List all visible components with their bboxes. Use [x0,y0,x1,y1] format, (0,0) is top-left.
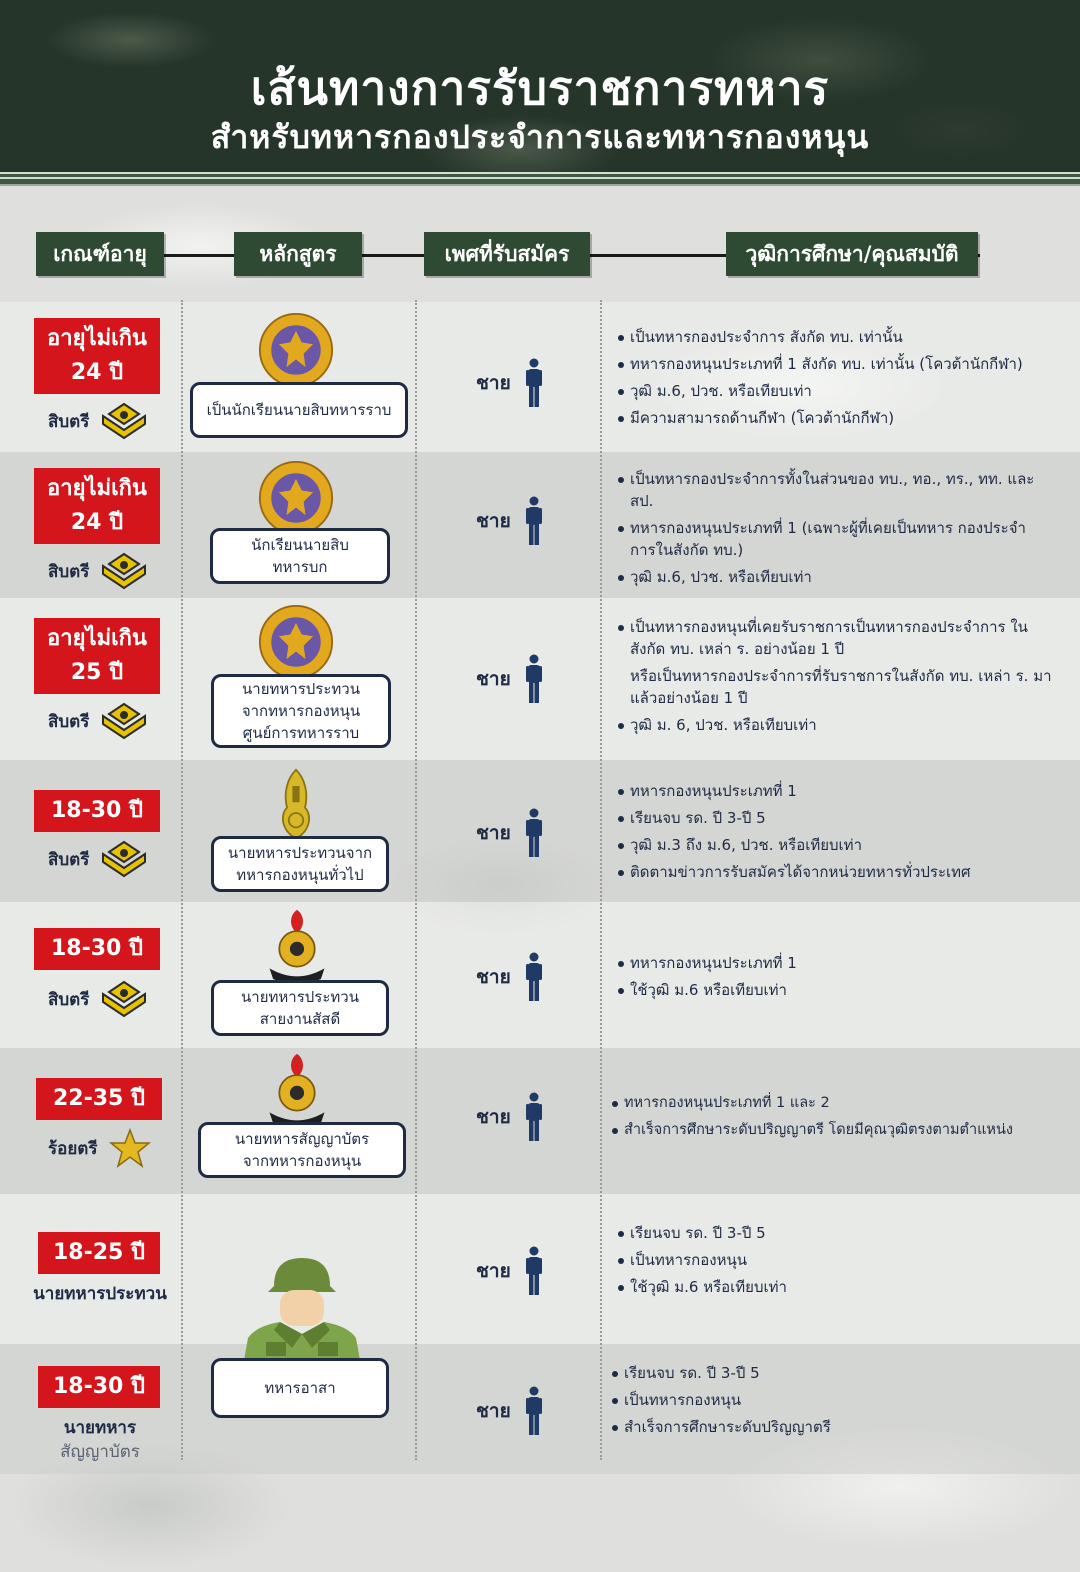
column-header-course: หลักสูตร [234,232,362,276]
qualification-item: วุฒิ ม.6, ปวช. หรือเทียบเท่า [618,566,1038,588]
column-divider [181,300,183,1460]
gender [476,358,543,408]
rank-label: สิบตรี [48,561,90,582]
age-line: 18-30 ปี [53,1374,145,1399]
rank-label: สิบตรี [48,411,90,432]
qualification-item: ใช้วุฒิ ม.6 หรือเทียบเท่า [618,1276,1068,1298]
column-header-qualification: วุฒิการศึกษา/คุณสมบัติ [726,232,978,276]
rank-label: สิบตรี [48,711,90,732]
course-label: นายทหารประทวนจาก [227,844,373,862]
corporal-chevron-icon [101,702,147,740]
male-person-icon [525,1386,543,1436]
rank [48,840,147,878]
column-divider [415,300,417,1460]
qualification-item: หรือเป็นทหารกองประจำการที่รับราชการในสังกัด ทบ. เหล่า ร. มาแล้วอย่างน้อย 1 ปี [630,667,1052,707]
qualification-item: เป็นทหารกองประจำการทั้งในส่วนของ ทบ., ทอ., ทร., ทท. และ สป. [618,468,1038,512]
course-label: นักเรียนนายสิบ [251,536,349,554]
qualification-item: วุฒิ ม.3 ถึง ม.6, ปวช. หรือเทียบเท่า [618,834,1068,856]
course-label: ทหารบก [272,558,328,576]
rank-label: ร้อยตรี [48,1138,98,1159]
age-line: 24 ปี [70,360,124,385]
qualification-list [618,952,1068,1006]
course-label: ศูนย์การทหารราบ [242,724,360,742]
rank [48,552,147,590]
qualification-item: สำเร็จการศึกษาระดับปริญญาตรี [612,1416,1062,1438]
gender-label: ชาย [476,510,511,532]
course-label: ทหารกองหนุนทั่วไป [236,866,364,884]
qualification-item: เป็นทหารกองหนุน [612,1389,1062,1411]
qualification-list [618,1222,1068,1303]
qualification-item: เรียนจบ รด. ปี 3-ปี 5 [612,1362,1062,1384]
age-badge [38,1232,160,1274]
page-subtitle: สำหรับทหารกองประจำการและทหารกองหนุน [210,118,870,156]
age-line: อายุไม่เกิน [47,326,147,351]
qualification-list [618,468,1038,593]
lieutenant-star-icon [109,1128,151,1168]
gender-label: ชาย [476,966,511,988]
course-box [211,1358,389,1418]
course-box [211,836,389,892]
course-box [198,1122,406,1178]
male-person-icon [525,808,543,858]
course-label: สายงานสัสดี [259,1010,341,1028]
course-box [190,382,408,438]
infantry-school-emblem-icon [258,312,334,388]
course-label: เป็นนักเรียนนายสิบทหารราบ [206,401,392,419]
infantry-school-emblem-icon [258,460,334,536]
rank [20,1282,180,1306]
course-label: จากทหารกองหนุน [242,1152,362,1170]
age-badge [34,790,160,832]
qualification-item: ทหารกองหนุนประเภทที่ 1 [618,952,1068,974]
column-header-age: เกณฑ์อายุ [36,232,164,276]
rank-label: นายทหารประทวน [33,1284,167,1304]
course-label: นายทหารประทวน [241,988,359,1006]
qualification-item: สำเร็จการศึกษาระดับปริญญาตรี โดยมีคุณวุฒิตรงตามตำแหน่ง [612,1119,1074,1141]
age-badge [34,928,160,970]
male-person-icon [525,952,543,1002]
male-person-icon [525,496,543,546]
rank-label: สัญญาบัตร [60,1442,140,1462]
qualification-list [618,616,1058,741]
rank-label: นายทหาร [63,1418,137,1438]
reserve-command-emblem-icon [266,908,328,988]
qualification-item: ทหารกองหนุนประเภทที่ 1 [618,780,1068,802]
age-badge [36,1078,162,1120]
corporal-chevron-icon [101,840,147,878]
age-line: 22-35 ปี [53,1086,145,1111]
age-line: 18-30 ปี [51,936,143,961]
gender-label: ชาย [476,1106,511,1128]
page-title: เส้นทางการรับราชการทหาร [250,61,830,115]
male-person-icon [525,358,543,408]
age-line: อายุไม่เกิน [47,626,147,651]
soldier-avatar-icon [244,1256,360,1360]
qualification-item: เป็นทหารกองหนุนที่เคยรับราชการเป็นทหารกองประจำการ ในสังกัด ทบ. เหล่า ร. อย่างน้อย 1 ปี [618,616,1058,660]
qualification-item: เป็นทหารกองประจำการ สังกัด ทบ. เท่านั้น [618,326,1068,348]
gender [476,1386,543,1436]
course-box [211,674,391,748]
qualification-item: เป็นทหารกองหนุน [618,1249,1068,1271]
rank-label: สิบตรี [48,989,90,1010]
course-label: นายทหารประทวน [242,680,360,698]
male-person-icon [525,1092,543,1142]
age-line: 25 ปี [70,660,124,685]
course-box [211,980,389,1036]
qualification-item: เรียนจบ รด. ปี 3-ปี 5 [618,807,1068,829]
royal-thai-army-emblem-icon [278,768,314,840]
infantry-school-emblem-icon [258,604,334,680]
rank [48,702,147,740]
qualification-list [618,326,1068,434]
gender-label: ชาย [476,1260,511,1282]
gender [476,808,543,858]
gender [476,654,543,704]
qualification-list [612,1092,1074,1146]
age-badge [34,318,160,394]
reserve-command-emblem-icon [266,1052,328,1132]
age-badge [38,1366,160,1408]
age-badge [34,618,160,694]
qualification-list [612,1362,1062,1443]
qualification-item: ติดตามข่าวการรับสมัครได้จากหน่วยทหารทั่วประเทศ [618,861,1068,883]
corporal-chevron-icon [101,552,147,590]
rank-label: สิบตรี [48,849,90,870]
corporal-chevron-icon [101,402,147,440]
qualification-item: วุฒิ ม.6, ปวช. หรือเทียบเท่า [618,380,1068,402]
male-person-icon [525,1246,543,1296]
age-badge [34,468,160,544]
male-person-icon [525,654,543,704]
age-line: 24 ปี [70,510,124,535]
rank [48,1128,151,1168]
gender-label: ชาย [476,822,511,844]
course-label: นายทหารสัญญาบัตร [234,1130,370,1148]
gender [476,1246,543,1296]
qualification-item: เรียนจบ รด. ปี 3-ปี 5 [618,1222,1068,1244]
rank [48,980,147,1018]
age-line: อายุไม่เกิน [47,476,147,501]
gender [476,496,543,546]
gender-label: ชาย [476,372,511,394]
course-label: ทหารอาสา [264,1379,336,1397]
course-box [210,528,390,584]
age-line: 18-30 ปี [51,798,143,823]
column-header-gender: เพศที่รับสมัคร [424,232,590,276]
header-divider [0,172,1080,186]
qualification-item: ทหารกองหนุนประเภทที่ 1 สังกัด ทบ. เท่านั้น (โควต้านักกีฬา) [618,353,1068,375]
gender [476,952,543,1002]
qualification-item: มีความสามารถด้านกีฬา (โควต้านักกีฬา) [618,407,1068,429]
qualification-item: วุฒิ ม. 6, ปวช. หรือเทียบเท่า [618,714,1058,736]
corporal-chevron-icon [101,980,147,1018]
age-line: 18-25 ปี [53,1240,145,1265]
rank [48,402,147,440]
gender-label: ชาย [476,668,511,690]
gender [476,1092,543,1142]
qualification-item: ใช้วุฒิ ม.6 หรือเทียบเท่า [618,979,1068,1001]
column-divider [600,300,602,1460]
qualification-item: ทหารกองหนุนประเภทที่ 1 และ 2 [612,1092,1074,1114]
qualification-list [618,780,1068,888]
gender-label: ชาย [476,1400,511,1422]
qualification-item: ทหารกองหนุนประเภทที่ 1 (เฉพาะผู้ที่เคยเป็นทหาร กองประจำการในสังกัด ทบ.) [618,517,1038,561]
course-label: จากทหารกองหนุน [241,702,361,720]
rank [20,1416,180,1464]
